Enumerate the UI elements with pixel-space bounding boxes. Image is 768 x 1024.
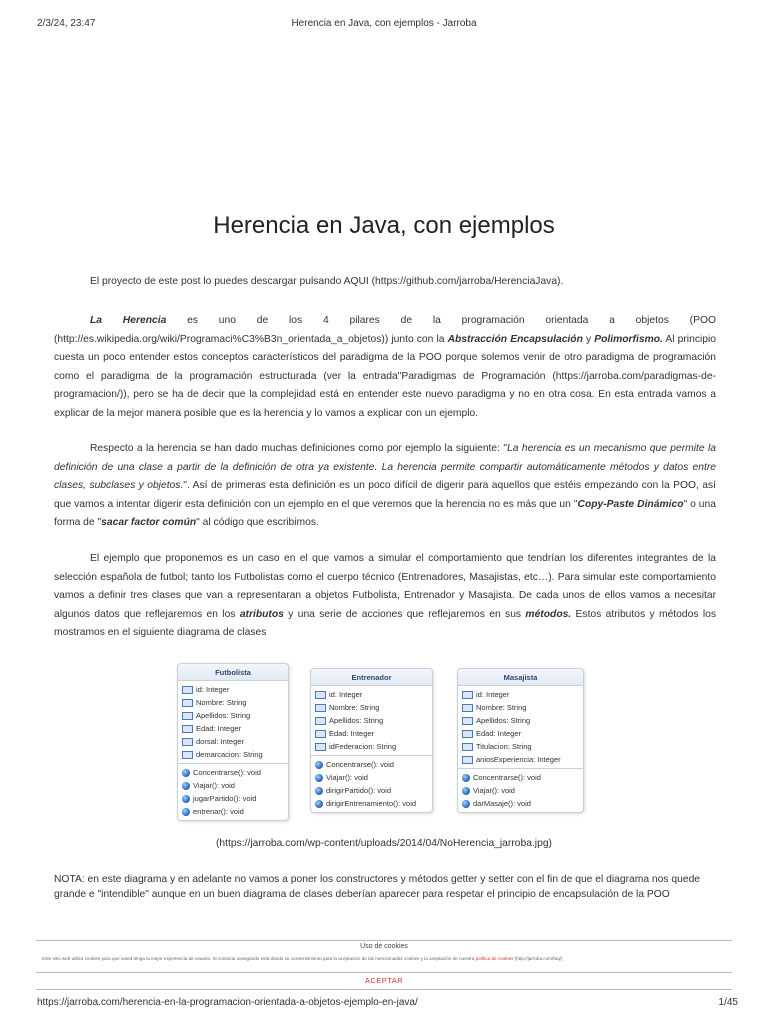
method-row: jugarPartido(): void bbox=[182, 792, 284, 805]
method-icon bbox=[182, 769, 190, 777]
method-row: Viajar(): void bbox=[182, 779, 284, 792]
diagram-caption-link[interactable]: (https://jarroba.com/wp-content/uploads/2014/04/NoHerencia_jarroba.jpg) bbox=[216, 838, 552, 849]
field-row: Nombre: String bbox=[182, 696, 284, 709]
field-row: demarcacion: String bbox=[182, 748, 284, 761]
herencia-term: La Herencia bbox=[90, 315, 167, 326]
method-icon bbox=[462, 774, 470, 782]
fields-section bbox=[311, 686, 432, 755]
example-paragraph: El ejemplo que proponemos es un caso en el que vamos a simular el comportamiento que tendrían los diferentes integrantes de la selección española de futbol; tanto los Futbolistas como el cuerpo técnico (Entrenadores, Masajistas, etc…). Para simular este comportamiento vamos a definir tres clases que van a representaran a objetos Futbolista, Entrenador y Masajista. De cada unos de ellos vamos a necesitar algunos datos que reflejaremos en los atributos y una serie de acciones que reflejaremos en sus métodos. Estos atributos y métodos los mostramos en el siguiente diagrama de clases bbox=[54, 553, 716, 638]
field-row: id: Integer bbox=[182, 683, 284, 696]
page-number: 1/45 bbox=[718, 997, 738, 1008]
field-row: Apellidos: String bbox=[182, 709, 284, 722]
method-row: Concentrarse(): void bbox=[182, 766, 284, 779]
methods-section bbox=[311, 755, 432, 812]
field-row: idFederacion: String bbox=[315, 740, 428, 753]
note-paragraph: NOTA: en este diagrama y en adelante no vamos a poner los constructores y métodos getter y setter con el fin de que el diagrama nos quede grande e "intendible" aunque en un buen diagrama de clases deberían aparecer para respetar el principio de encapsulación de la POO bbox=[54, 874, 701, 900]
class-name: Masajista bbox=[458, 669, 583, 686]
field-icon bbox=[462, 691, 473, 699]
field-icon bbox=[182, 699, 193, 707]
class-name: Futbolista bbox=[178, 664, 288, 681]
cookie-divider bbox=[36, 972, 732, 973]
field-icon bbox=[315, 717, 326, 725]
method-row: entrenar(): void bbox=[182, 805, 284, 818]
field-row: Edad: Integer bbox=[315, 727, 428, 740]
field-row: dorsal: Integer bbox=[182, 735, 284, 748]
field-row: id: Integer bbox=[315, 688, 428, 701]
method-icon bbox=[315, 761, 323, 769]
print-url: https://jarroba.com/herencia-en-la-programacion-orientada-a-objetos-ejemplo-en-java/ bbox=[37, 997, 418, 1008]
field-icon bbox=[315, 704, 326, 712]
field-row: Apellidos: String bbox=[462, 714, 579, 727]
method-icon bbox=[182, 782, 190, 790]
class-box-masajista bbox=[457, 668, 584, 813]
accept-cookies-button[interactable]: ACEPTAR bbox=[364, 976, 404, 985]
method-row: dirigirPartido(): void bbox=[315, 784, 428, 797]
method-row: Concentrarse(): void bbox=[462, 771, 579, 784]
method-row: Viajar(): void bbox=[462, 784, 579, 797]
print-datetime: 2/3/24, 23:47 bbox=[37, 18, 96, 29]
fields-section bbox=[458, 686, 583, 768]
field-icon bbox=[462, 730, 473, 738]
field-icon bbox=[462, 743, 473, 751]
class-name: Entrenador bbox=[311, 669, 432, 686]
field-icon bbox=[462, 717, 473, 725]
method-icon bbox=[182, 808, 190, 816]
field-icon bbox=[182, 712, 193, 720]
field-row: Nombre: String bbox=[315, 701, 428, 714]
method-icon bbox=[182, 795, 190, 803]
method-icon bbox=[462, 787, 470, 795]
cookie-divider bbox=[36, 989, 732, 990]
field-row: aniosExperiencia: Integer bbox=[462, 753, 579, 766]
class-box-entrenador bbox=[310, 668, 433, 813]
field-icon bbox=[315, 730, 326, 738]
method-icon bbox=[315, 774, 323, 782]
cookie-notice: Este sitio web utiliza cookies para que usted tenga la mejor experiencia de usuario. Si continúa navegando está dando su consentimiento para la aceptación de las mencionadas cookies y la aceptación de nuestra política de cookies (http://jarroba.com/faq/) bbox=[42, 956, 563, 961]
field-icon bbox=[182, 751, 193, 759]
field-row: id: Integer bbox=[462, 688, 579, 701]
print-page-title: Herencia en Java, con ejemplos - Jarroba bbox=[291, 18, 477, 29]
intro-paragraph: El proyecto de este post lo puedes descargar pulsando AQUI (https://github.com/jarroba/HerenciaJava). bbox=[90, 276, 564, 287]
field-icon bbox=[315, 743, 326, 751]
article-title: Herencia en Java, con ejemplos bbox=[213, 212, 555, 239]
field-row: Nombre: String bbox=[462, 701, 579, 714]
method-row: darMasaje(): void bbox=[462, 797, 579, 810]
method-icon bbox=[315, 800, 323, 808]
field-icon bbox=[462, 704, 473, 712]
field-icon bbox=[462, 756, 473, 764]
definition-paragraph: Respecto a la herencia se han dado muchas definiciones como por ejemplo la siguiente: "La herencia es un mecanismo que permite la definición de una clase a partir de la definición de otra ya existente. La herencia permite compartir automáticamente métodos y datos entre clases, subclases y objetos.". Así de primeras esta definición es un poco difícil de digerir para aquellos que estéis empezando con la POO, así que vamos a intentar digerir esta definición con un ejemplo en el que veremos que la herencia no es más que un "Copy-Paste Dinámico" o una forma de "sacar factor común" al código que escribimos. bbox=[54, 443, 716, 528]
cookie-divider bbox=[36, 940, 732, 941]
method-row: Viajar(): void bbox=[315, 771, 428, 784]
field-row: Titulacion: String bbox=[462, 740, 579, 753]
herencia-paragraph: La Herencia es uno de los 4 pilares de la programación orientada a objetos (POO (http://es.wikipedia.org/wiki/Programaci%C3%B3n_orientada_a_objetos)) junto con la Abstracción Encapsulación y Polimorfismo. Al principio cuesta un poco entender estos conceptos característicos del paradigma de la POO porque solemos venir de otro paradigma de programación como el paradigma de la programación estructurada (ver la entrada"Paradigmas de Programación (https://jarroba.com/paradigmas-de-programacion/)), pero se ha de decir que la complejidad está en entender este nuevo paradigma y no en otra cosa. En esta entrada vamos a explicar de la mejor manera posible que es la herencia y lo vamos a explicar con un ejemplo. bbox=[54, 315, 716, 419]
field-icon bbox=[182, 725, 193, 733]
methods-section bbox=[458, 768, 583, 812]
field-row: Edad: Integer bbox=[182, 722, 284, 735]
field-icon bbox=[315, 691, 326, 699]
method-icon bbox=[315, 787, 323, 795]
cookie-policy-link[interactable]: política de cookies bbox=[475, 956, 514, 961]
cookie-title: Uso de cookies bbox=[360, 943, 408, 950]
fields-section bbox=[178, 681, 288, 763]
method-row: dirigirEntrenamiento(): void bbox=[315, 797, 428, 810]
method-row: Concentrarse(): void bbox=[315, 758, 428, 771]
class-box-futbolista bbox=[177, 663, 289, 821]
field-row: Edad: Integer bbox=[462, 727, 579, 740]
methods-section bbox=[178, 763, 288, 820]
field-row: Apellidos: String bbox=[315, 714, 428, 727]
field-icon bbox=[182, 738, 193, 746]
method-icon bbox=[462, 800, 470, 808]
field-icon bbox=[182, 686, 193, 694]
